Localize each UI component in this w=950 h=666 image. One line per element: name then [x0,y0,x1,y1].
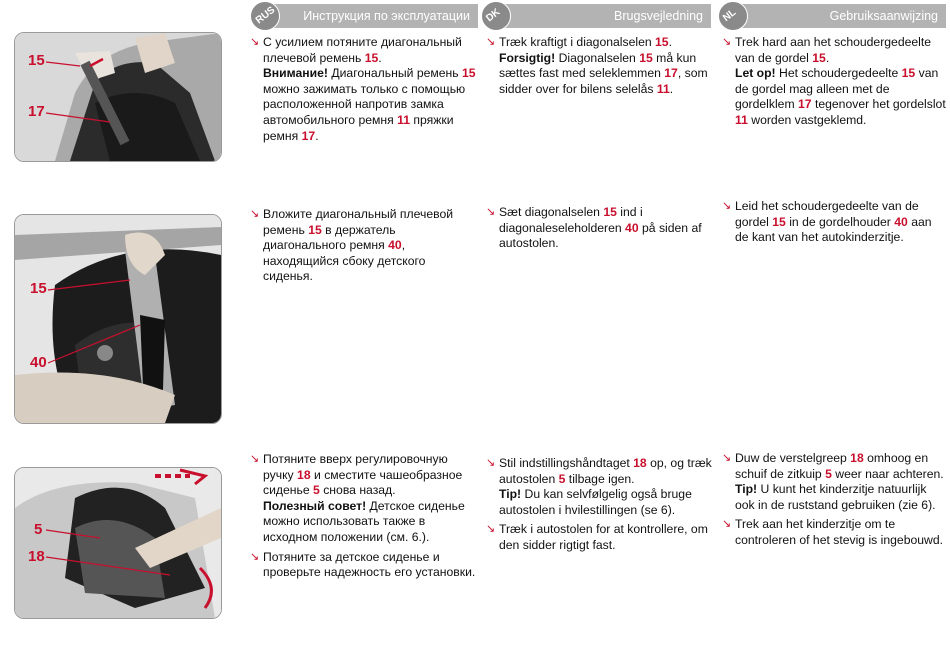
red-arrow-icon: ↘ [486,36,496,48]
callout-18: 18 [28,548,45,565]
red-arrow-icon: ↘ [486,206,496,218]
nl-step-3 [722,451,948,553]
red-arrow-icon: ↘ [486,457,496,469]
instruction-item: ↘ Потяните вверх регулировочную ручку 18 и сместите чашеобразное сиденье 5 снова назад. Полезный совет! Детское сиденье можно использовать также в исходном положении (см. 6.). [250,452,465,544]
red-arrow-icon: ↘ [250,208,260,220]
rus-step-1 [250,35,478,148]
red-arrow-icon: ↘ [486,523,496,536]
leader-lines-2 [0,200,230,430]
red-arrow-icon: ↘ [722,518,732,531]
language-badge: DK [481,1,511,31]
red-arrow-icon: ↘ [250,36,260,48]
dk-step-1 [486,35,714,101]
rus-step-2 [250,207,472,289]
header-title: Инструкция по эксплуатации [303,9,470,23]
instruction-item: ↘ Trek aan het kinderzitje om te controleren of het stevig is ingebouwd. [722,517,943,547]
red-arrow-icon: ↘ [250,550,260,563]
callout-15: 15 [28,52,45,69]
instruction-item: ↘ Потяните за детское сиденье и проверьте надежность его установки. [250,549,476,580]
red-arrow-icon: ↘ [722,36,732,48]
red-arrow-icon: ↘ [722,200,732,212]
dk-step-2 [486,205,706,256]
instruction-item: ↘ Trek hard aan het schoudergedeelte van de gordel 15. Let op! Het schoudergedeelte 15 van de gordel mag alleen met de gordelklem 17 tegenover het gordelslot 11 worden vastgeklemd. [722,35,946,127]
instruction-item: ↘ Sæt diagonalselen 15 ind i diagonaleseleholderen 40 på siden af autostolen. [486,205,702,251]
leader-lines-3 [0,460,230,630]
instruction-item: ↘ Træk i autostolen for at kontrollere, om den sidder rigtigt fast. [486,522,708,552]
instruction-item: ↘ Leid het schoudergedeelte van de gordel 15 in de gordelhouder 40 aan de kant van het autokinderzitje. [722,199,932,245]
header-dk [484,4,711,28]
header-rus [253,4,478,28]
nl-step-2 [722,199,948,250]
callout-15: 15 [30,280,47,297]
nl-step-1 [722,35,948,133]
callout-5: 5 [34,521,43,538]
instruction-item: ↘ Вложите диагональный плечевой ремень 15 в держатель диагонального ремня 40, находящийся сбоку детского сиденья. [250,207,454,284]
language-badge: RUS [250,1,280,31]
instruction-item: ↘ С усилием потяните диагональный плечевой ремень 15. Внимание! Диагональный ремень 15 можно зажимать только с помощью расположенной напротив замка автомобильного ремня 11 пряжки ремня 17. [250,35,476,143]
header-title: Gebruiksaanwijzing [829,9,938,23]
instruction-item: ↘ Træk kraftigt i diagonalselen 15. Forsigtig! Diagonalselen 15 må kun sættes fast med seleklemmen 17, som sidder over for bilens selelås 11. [486,35,708,96]
header-title: Brugsvejledning [614,9,703,23]
callout-40: 40 [30,354,47,371]
header-nl [721,4,946,28]
instruction-item: ↘ Stil indstillingshåndtaget 18 op, og træk autostolen 5 tilbage igen. Tip! Du kan selvfølgelig også bruge autostolen i hvilestillingen (se 6). [486,456,712,517]
rus-step-3 [250,452,478,585]
language-badge: NL [718,1,748,31]
callout-17: 17 [28,103,45,120]
red-arrow-icon: ↘ [722,452,732,464]
instruction-item: ↘ Duw de verstelgreep 18 omhoog en schuif de zitkuip 5 weer naar achteren. Tip! U kunt het kinderzitje natuurlijk ook in de ruststand gebruiken (zie 6). [722,451,944,512]
dk-step-3 [486,456,714,558]
red-arrow-icon: ↘ [250,453,260,465]
leader-lines-1 [0,0,230,170]
